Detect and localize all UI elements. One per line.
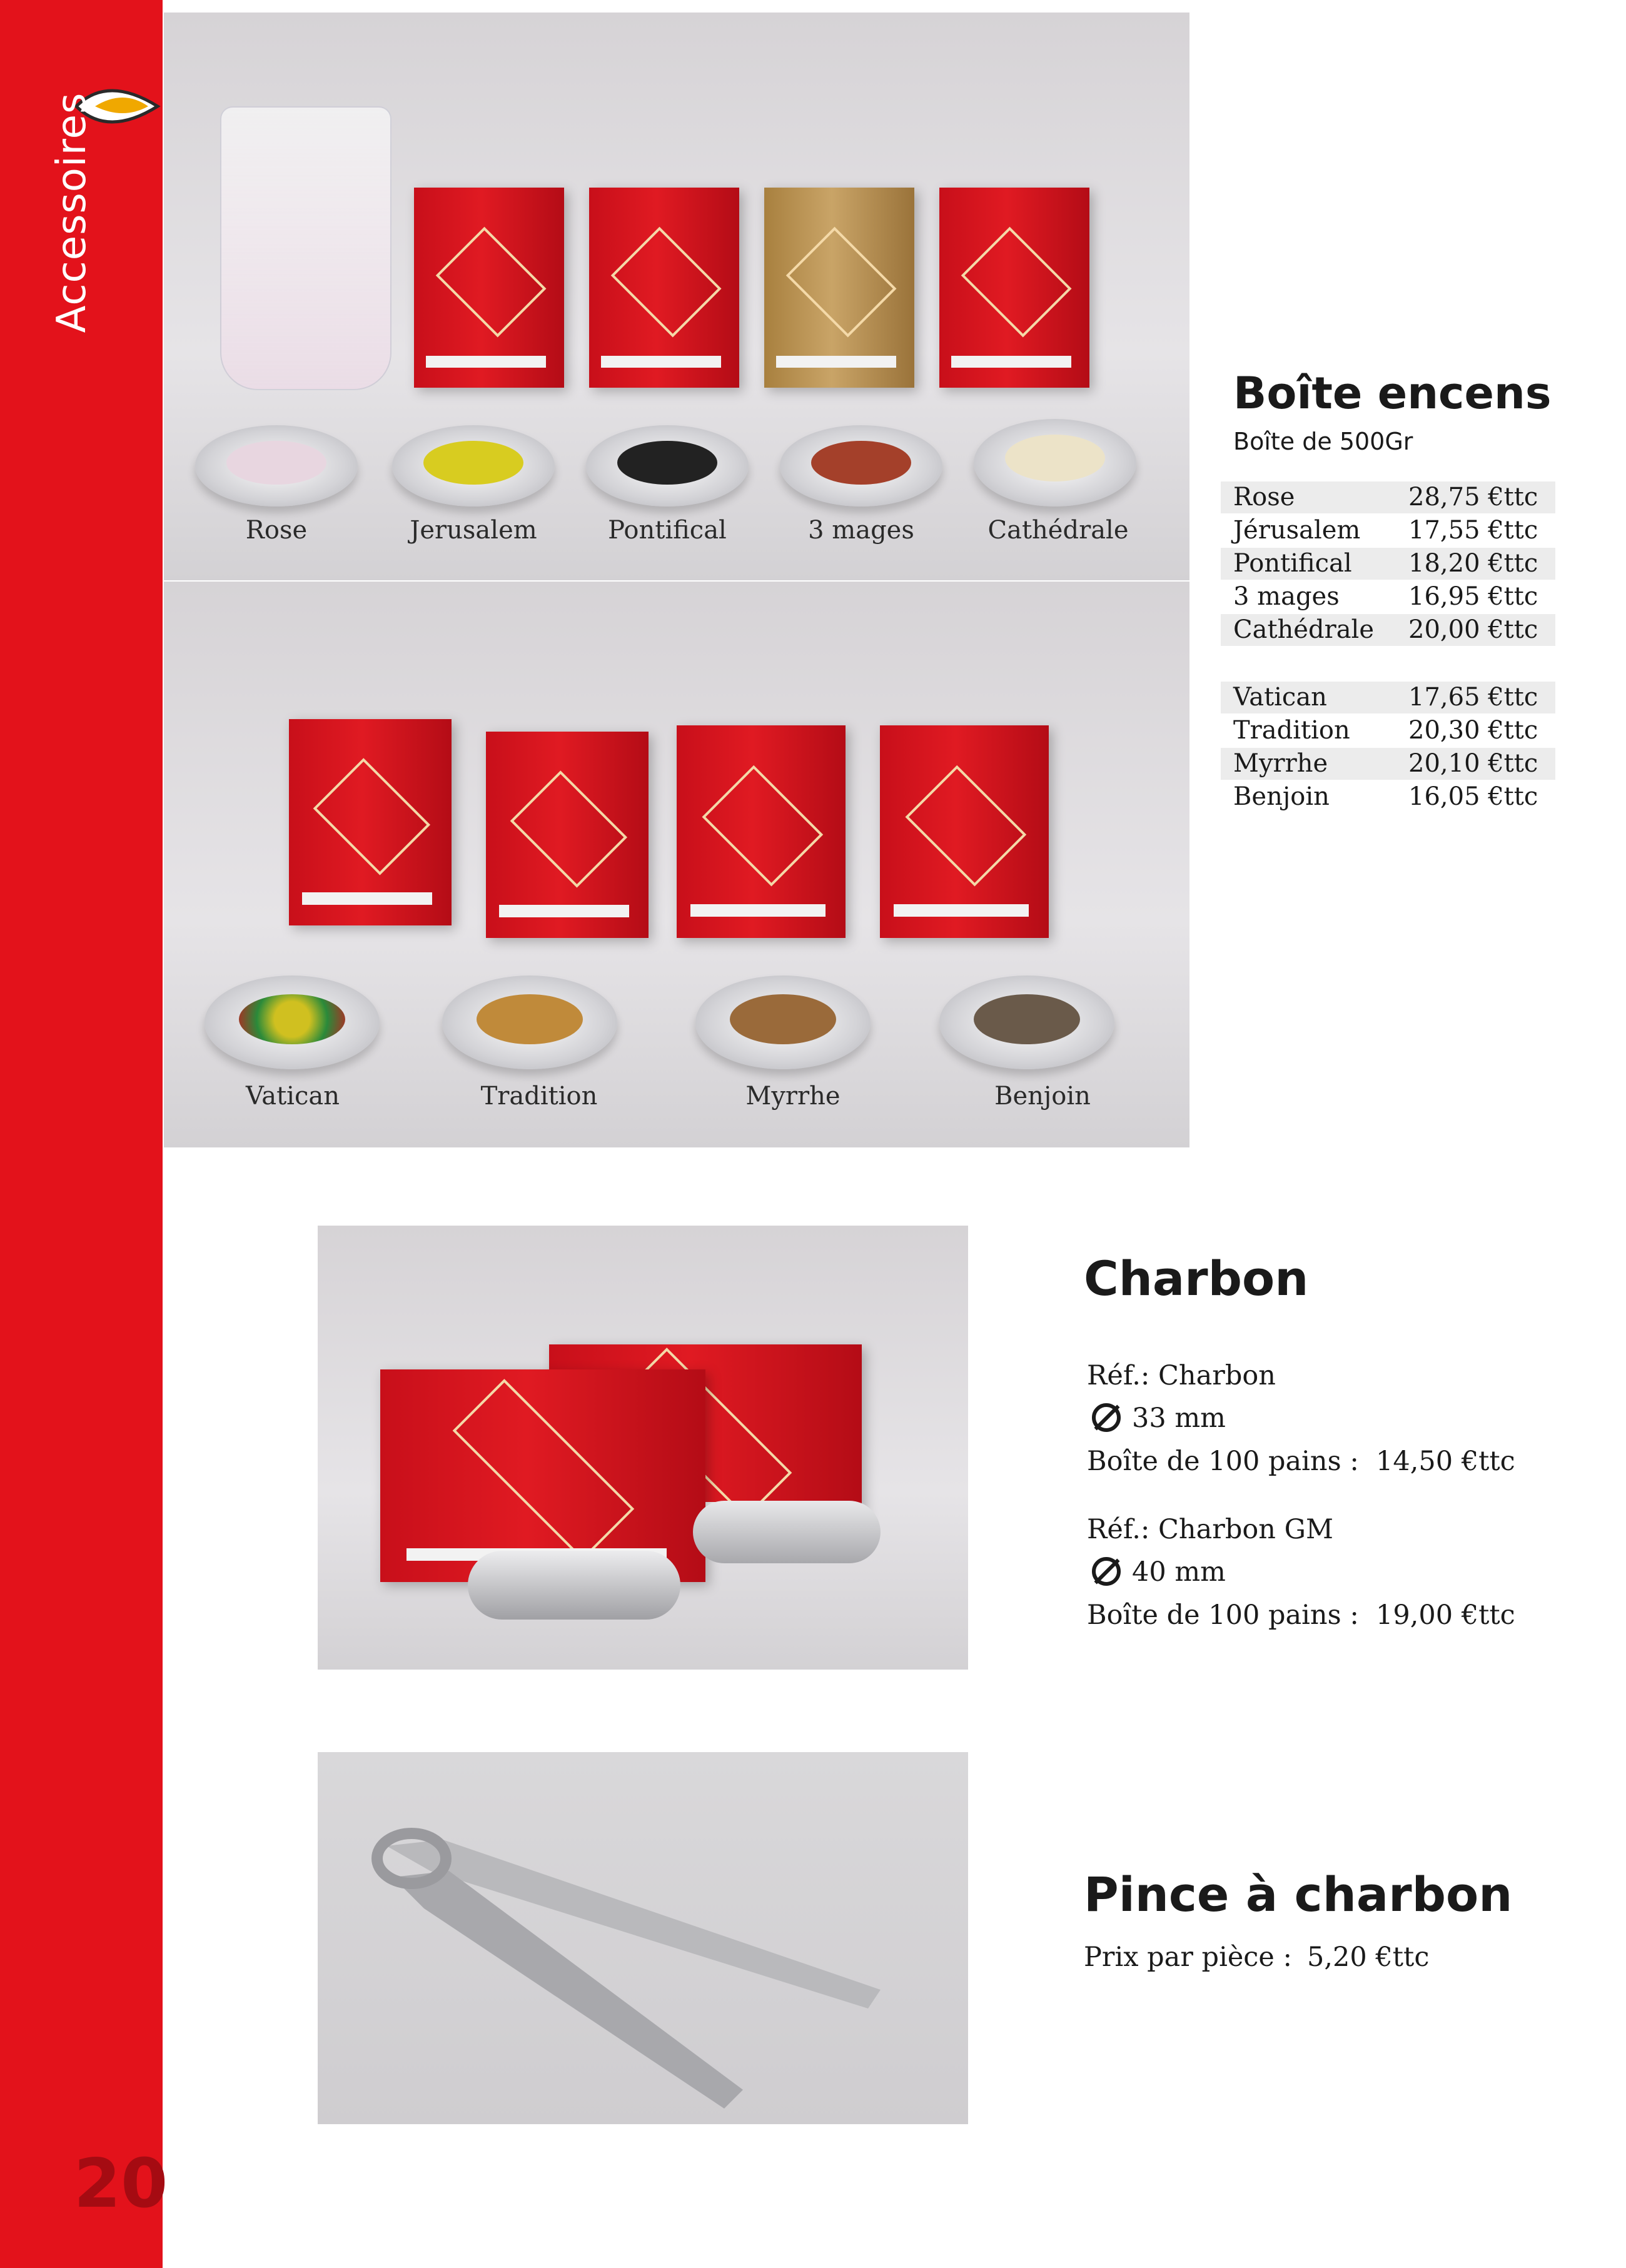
charbon-price-1: 14,50 €ttc	[1376, 1446, 1515, 1477]
incense-dish	[205, 975, 380, 1069]
incense-dish	[695, 975, 871, 1069]
page-number: 20	[74, 2145, 168, 2223]
encens-title: Boîte encens	[1233, 368, 1552, 419]
price-row: Pontifical 18,20 €ttc	[1221, 548, 1555, 580]
photo-incense-row-1	[164, 13, 1189, 580]
charbon-ref-2: Réf.: Charbon GM	[1087, 1514, 1333, 1545]
caption-jerusalem: Jerusalem	[410, 516, 537, 545]
pince-label: Prix par pièce :	[1084, 1942, 1292, 1973]
incense-dish	[780, 425, 942, 507]
charbon-title: Charbon	[1084, 1251, 1309, 1306]
encens-subtitle: Boîte de 500Gr	[1233, 428, 1413, 455]
price-row: Myrrhe 20,10 €ttc	[1221, 748, 1555, 780]
charbon-price-2: 19,00 €ttc	[1376, 1600, 1515, 1631]
caption-myrrhe: Myrrhe	[745, 1082, 841, 1111]
charcoal-roll	[468, 1551, 680, 1620]
incense-box	[939, 188, 1089, 388]
charcoal-roll	[693, 1501, 881, 1563]
caption-vatican: Vatican	[246, 1082, 340, 1111]
caption-rose: Rose	[245, 516, 308, 545]
incense-box	[486, 732, 649, 938]
incense-dish	[939, 975, 1114, 1069]
charbon-diameter-1: 33 mm	[1087, 1399, 1226, 1437]
caption-3-mages: 3 mages	[808, 516, 914, 545]
incense-box	[589, 188, 739, 388]
price-row: Vatican 17,65 €ttc	[1221, 682, 1555, 713]
price-row: Cathédrale 20,00 €ttc	[1221, 614, 1555, 646]
pince-title: Pince à charbon	[1084, 1867, 1513, 1922]
photo-charbon	[318, 1226, 968, 1670]
price-row: Rose 28,75 €ttc	[1221, 481, 1555, 513]
charbon-ref-1: Réf.: Charbon	[1087, 1360, 1276, 1391]
incense-dish	[586, 425, 749, 507]
pince-price: 5,20 €ttc	[1307, 1942, 1430, 1973]
incense-box	[880, 725, 1049, 938]
caption-benjoin: Benjoin	[994, 1082, 1091, 1111]
charbon-box-2: Boîte de 100 pains :	[1087, 1600, 1359, 1631]
incense-dish	[974, 419, 1136, 507]
incense-bag	[220, 106, 391, 390]
charbon-diameter-2: 40 mm	[1087, 1553, 1226, 1591]
incense-box	[764, 188, 914, 388]
caption-tradition: Tradition	[480, 1082, 598, 1111]
diameter-icon	[1092, 1557, 1121, 1586]
price-row: Tradition 20,30 €ttc	[1233, 716, 1538, 745]
photo-pince	[318, 1752, 968, 2124]
incense-dish	[442, 975, 617, 1069]
photo-incense-row-2	[164, 582, 1189, 1147]
incense-box	[414, 188, 564, 388]
caption-pontifical: Pontifical	[608, 516, 727, 545]
section-label: Accessoires	[49, 92, 95, 333]
charbon-box-1: Boîte de 100 pains :	[1087, 1446, 1359, 1477]
charcoal-box	[380, 1369, 705, 1582]
caption-cathedrale: Cathédrale	[987, 516, 1129, 545]
incense-box	[677, 725, 846, 938]
incense-box	[289, 719, 452, 925]
incense-dish	[195, 425, 358, 507]
incense-dish	[392, 425, 555, 507]
diameter-icon	[1092, 1403, 1121, 1432]
tongs-icon	[318, 1752, 968, 2124]
price-row: 3 mages 16,95 €ttc	[1233, 582, 1538, 611]
price-row: Benjoin 16,05 €ttc	[1233, 782, 1538, 811]
price-row: Jérusalem 17,55 €ttc	[1233, 516, 1538, 545]
